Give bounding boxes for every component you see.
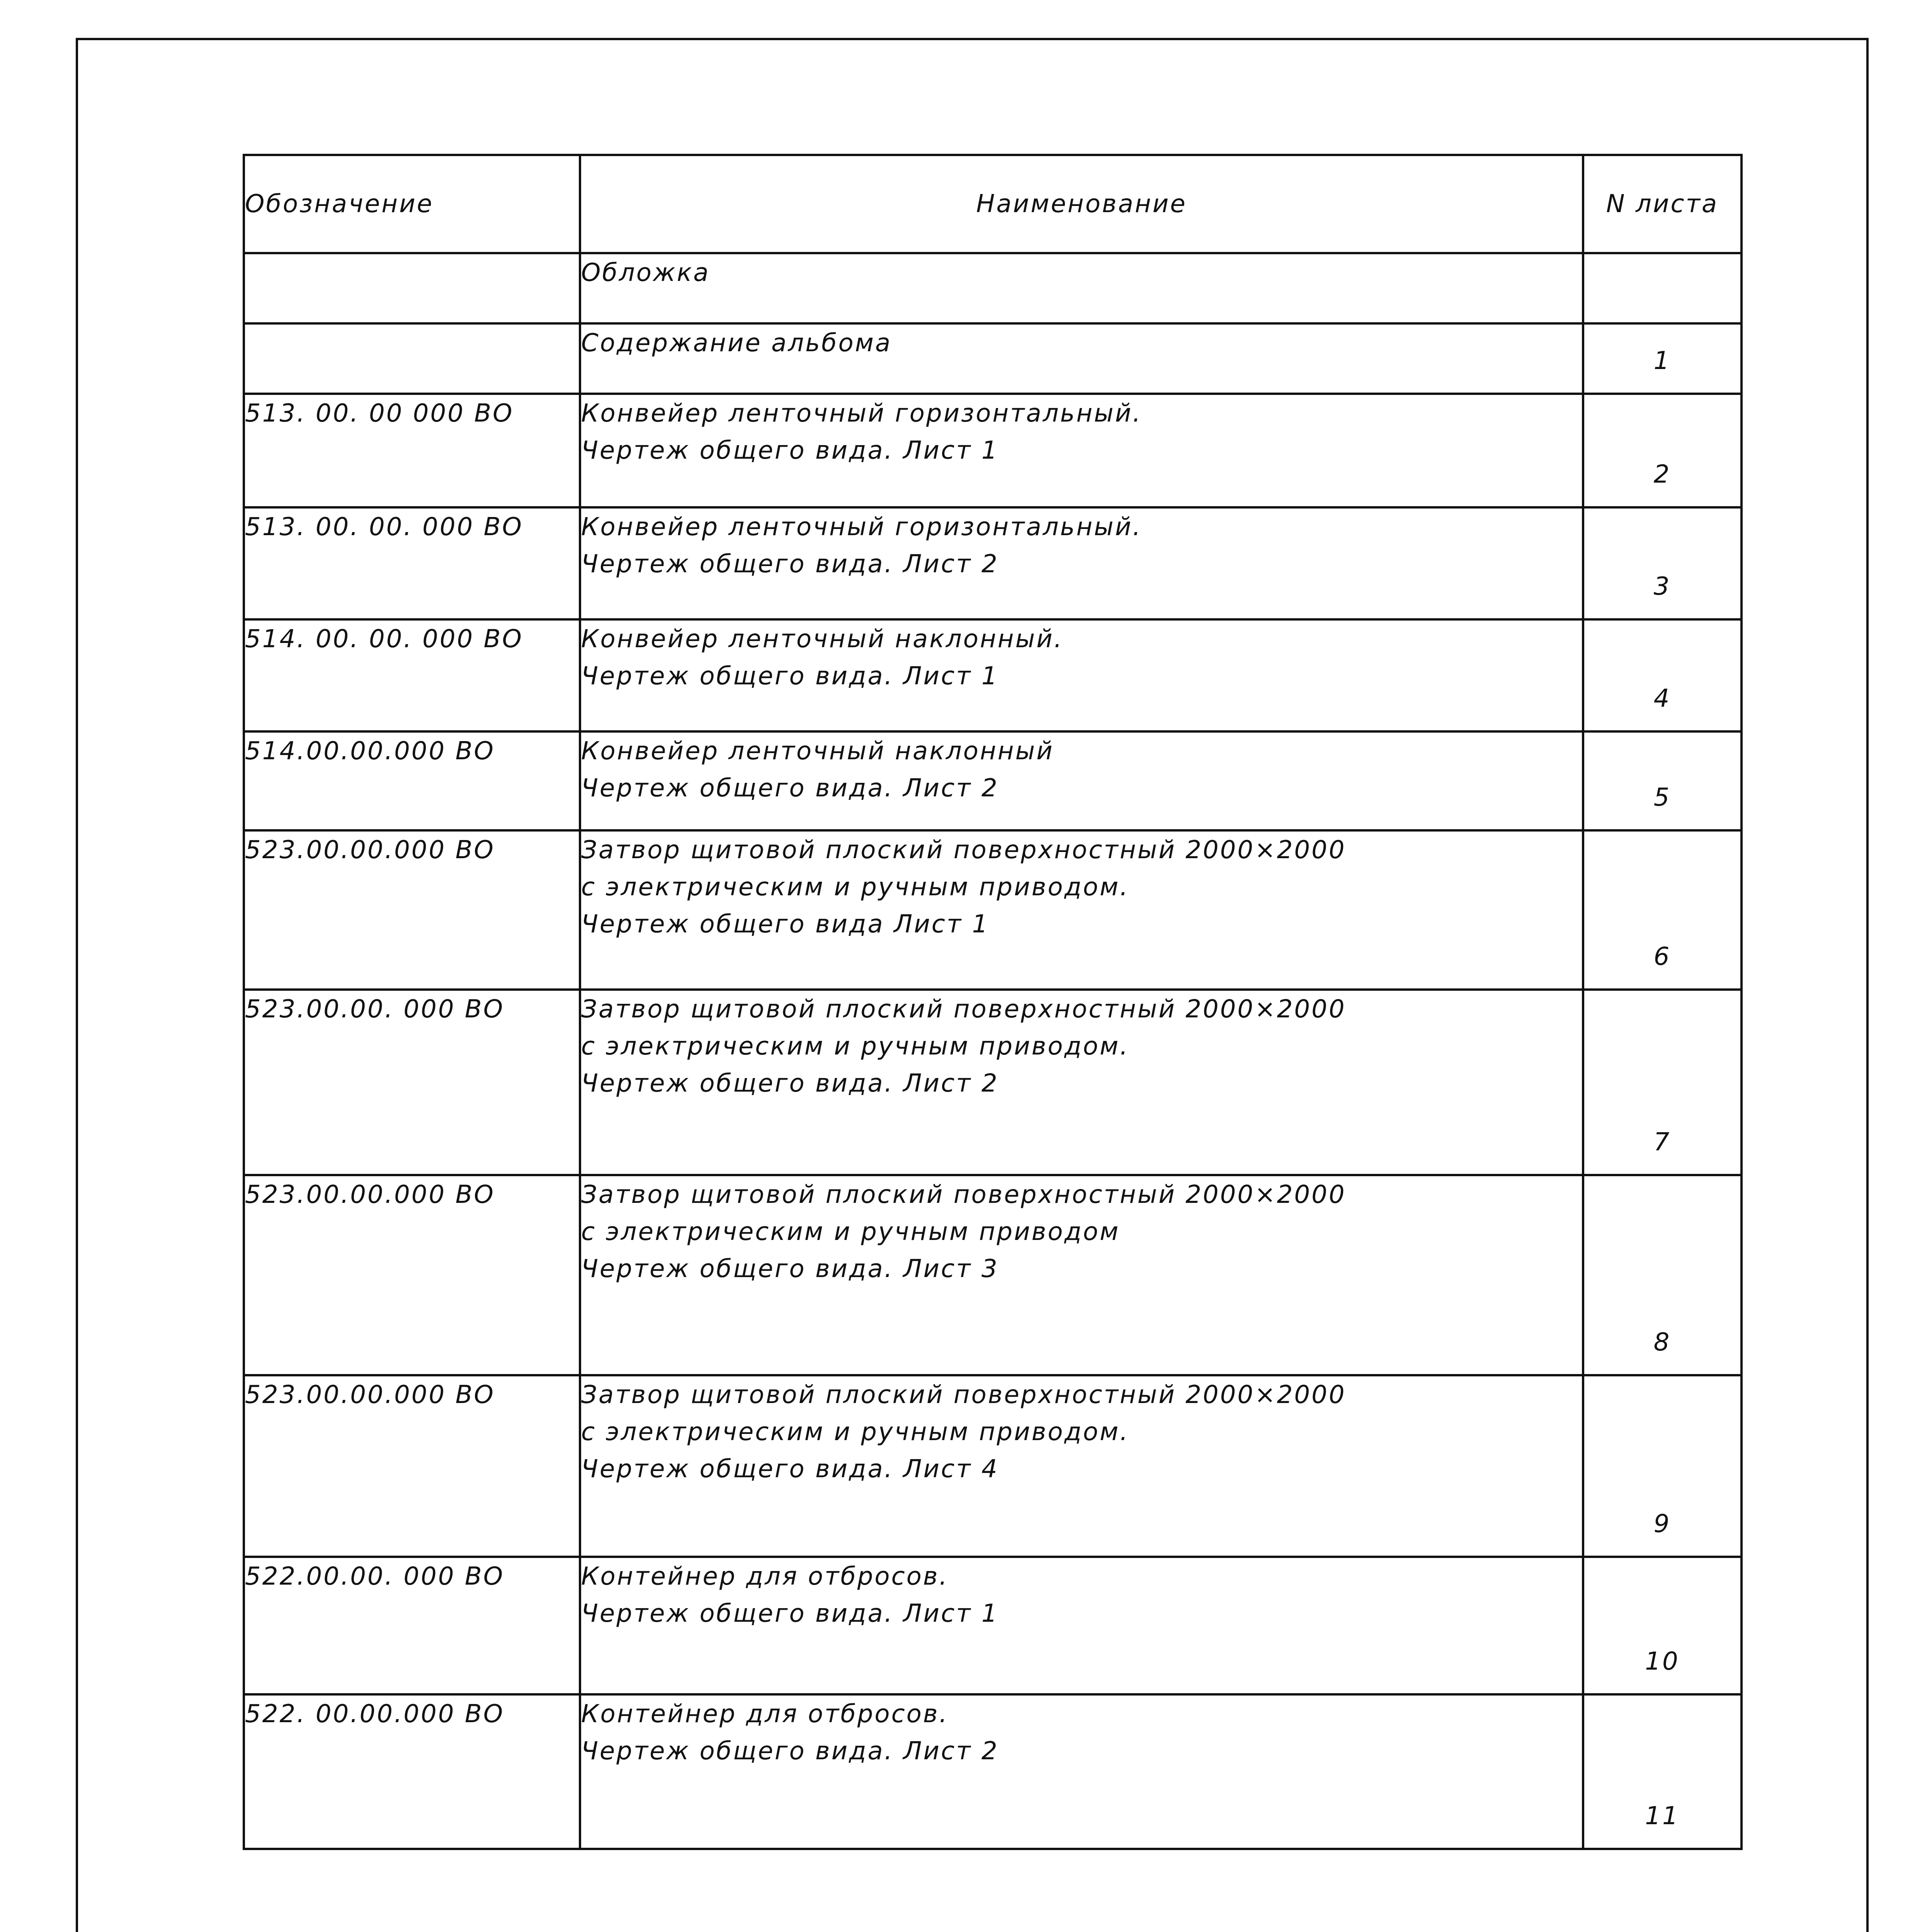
row-sheet-number: 7	[1583, 990, 1742, 1175]
row-sheet-number: 11	[1583, 1694, 1742, 1849]
row-name-line: Контейнер для отбросов.	[581, 1562, 949, 1591]
table-row	[244, 253, 1742, 323]
row-name	[580, 731, 1583, 830]
row-designation: 523.00.00. 000 ВО	[244, 990, 580, 1175]
row-designation: 513. 00. 00 000 ВО	[244, 394, 580, 507]
row-name-line: с электрическим и ручным приводом	[581, 1218, 1120, 1246]
row-name-line: Чертеж общего вида. Лист 1	[581, 662, 999, 690]
row-sheet-number: 10	[1583, 1557, 1742, 1694]
row-name-line: Затвор щитовой плоский поверхностный 2000×2000	[581, 836, 1346, 864]
row-name-line: Конвейер ленточный горизонтальный.	[581, 513, 1142, 541]
row-sheet-number: 4	[1583, 619, 1742, 731]
row-sheet-number: 8	[1583, 1175, 1742, 1375]
row-name	[580, 619, 1583, 731]
row-name-line: Затвор щитовой плоский поверхностный 2000×2000	[581, 995, 1346, 1024]
row-sheet-number	[1583, 253, 1742, 323]
row-sheet-number: 3	[1583, 507, 1742, 619]
row-designation: 514.00.00.000 ВО	[244, 731, 580, 830]
row-designation	[244, 253, 580, 323]
header-name: Наименование	[580, 155, 1583, 253]
header-sheet-number: N листа	[1583, 155, 1742, 253]
table-row	[244, 1375, 1742, 1557]
row-name-line: Конвейер ленточный горизонтальный.	[581, 399, 1142, 428]
table-row	[244, 830, 1742, 990]
table-row	[244, 990, 1742, 1175]
row-designation: 514. 00. 00. 000 ВО	[244, 619, 580, 731]
row-name-line: Чертеж общего вида. Лист 2	[581, 1069, 999, 1098]
row-name-line: с электрическим и ручным приводом.	[581, 1032, 1129, 1061]
row-sheet-number: 5	[1583, 731, 1742, 830]
row-name	[580, 1175, 1583, 1375]
row-designation: 513. 00. 00. 000 ВО	[244, 507, 580, 619]
row-name-line: Конвейер ленточный наклонный.	[581, 625, 1064, 653]
row-name-line: Чертеж общего вида. Лист 2	[581, 1737, 999, 1765]
row-name-line: Чертеж общего вида. Лист 3	[581, 1255, 999, 1283]
row-name-line: с электрическим и ручным приводом.	[581, 873, 1129, 901]
table-row	[244, 507, 1742, 619]
row-name-line: Затвор щитовой плоский поверхностный 2000×2000	[581, 1381, 1346, 1409]
row-name	[580, 1375, 1583, 1557]
row-name-line: Чертеж общего вида. Лист 1	[581, 1599, 999, 1628]
row-designation: 523.00.00.000 ВО	[244, 830, 580, 990]
row-name-line: Контейнер для отбросов.	[581, 1700, 949, 1728]
row-sheet-number: 2	[1583, 394, 1742, 507]
row-name-line: Содержание альбома	[581, 329, 892, 357]
table-row	[244, 1694, 1742, 1849]
table-row	[244, 619, 1742, 731]
row-name	[580, 830, 1583, 990]
row-name	[580, 253, 1583, 323]
row-name-line: Чертеж общего вида. Лист 2	[581, 774, 999, 803]
row-name	[580, 990, 1583, 1175]
row-designation: 523.00.00.000 ВО	[244, 1375, 580, 1557]
table-row	[244, 1557, 1742, 1694]
table-row	[244, 394, 1742, 507]
row-designation	[244, 323, 580, 394]
row-sheet-number: 6	[1583, 830, 1742, 990]
row-name-line: Чертеж общего вида. Лист 4	[581, 1455, 999, 1483]
row-name-line: Чертеж общего вида. Лист 1	[581, 436, 999, 465]
header-designation: Обозначение	[244, 155, 580, 253]
table-row	[244, 323, 1742, 394]
row-name	[580, 394, 1583, 507]
row-name	[580, 1557, 1583, 1694]
row-sheet-number: 9	[1583, 1375, 1742, 1557]
row-designation: 522.00.00. 000 ВО	[244, 1557, 580, 1694]
table-row	[244, 731, 1742, 830]
row-name	[580, 323, 1583, 394]
row-name-line: Конвейер ленточный наклонный	[581, 737, 1054, 765]
row-sheet-number: 1	[1583, 323, 1742, 394]
row-designation: 522. 00.00.000 ВО	[244, 1694, 580, 1849]
table-row	[244, 1175, 1742, 1375]
contents-table	[243, 154, 1743, 1850]
row-designation: 523.00.00.000 ВО	[244, 1175, 580, 1375]
row-name-line: Чертеж общего вида Лист 1	[581, 910, 990, 939]
row-name-line: с электрическим и ручным приводом.	[581, 1418, 1129, 1446]
row-name	[580, 507, 1583, 619]
row-name-line: Затвор щитовой плоский поверхностный 2000×2000	[581, 1180, 1346, 1209]
row-name-line: Чертеж общего вида. Лист 2	[581, 550, 999, 578]
table-header-row	[244, 155, 1742, 253]
row-name-line: Обложка	[581, 259, 710, 287]
row-name	[580, 1694, 1583, 1849]
